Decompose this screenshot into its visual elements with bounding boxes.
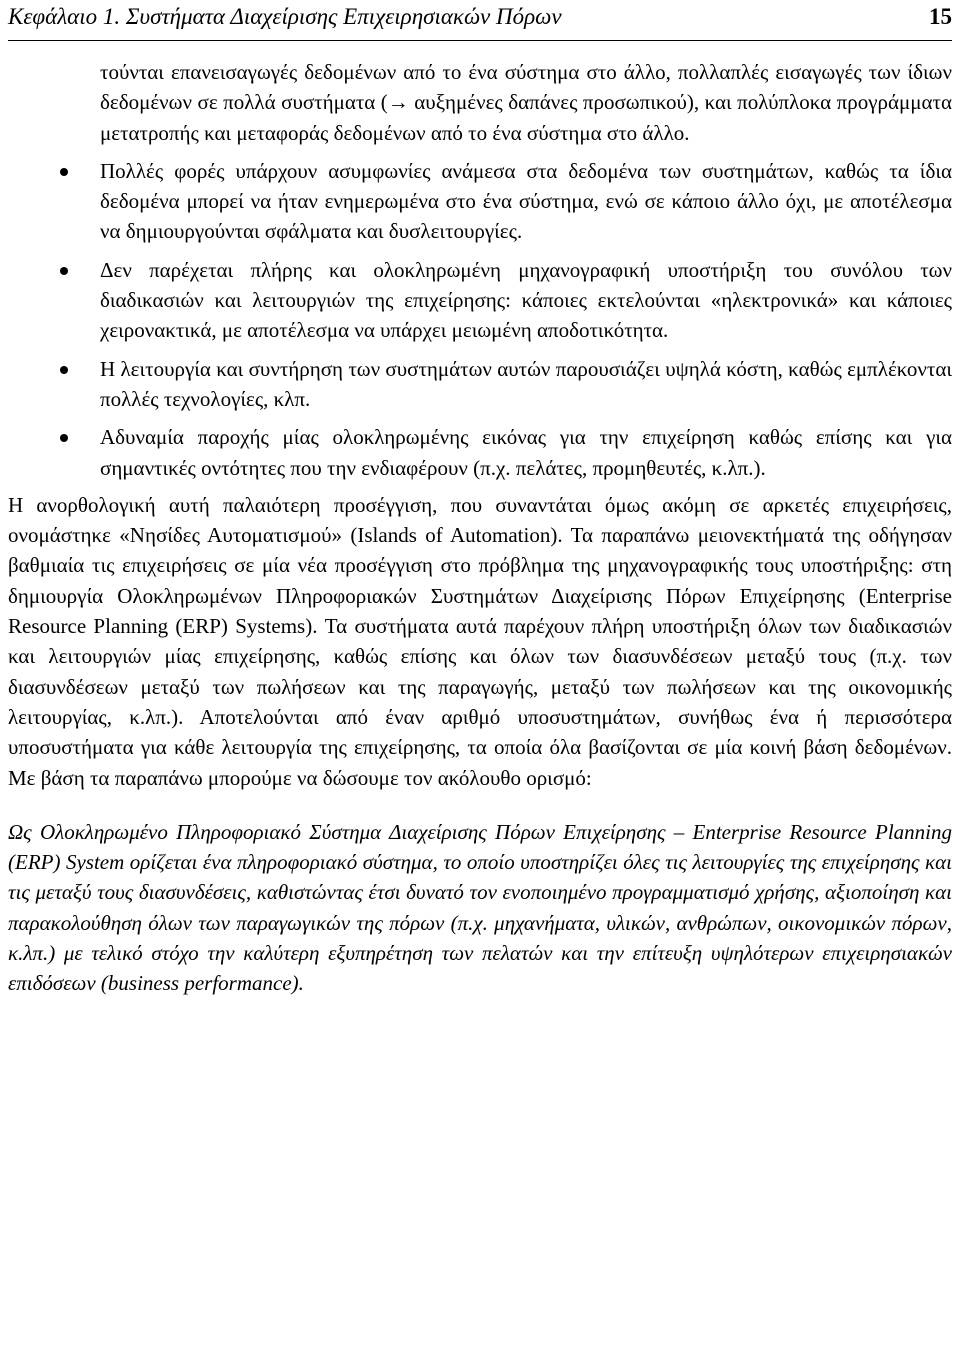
bullet-text: Δεν παρέχεται πλήρης και ολοκληρωμένη μηχανογραφική υποστήριξη του συνόλου των διαδικασιών και λειτουργιών της επιχείρησης: κάποιες εκτελούνται «ηλεκτρονικά» και κάποιες χειρονακτικά, με αποτέλεσμα να υπάρχει μειωμένη αποδοτικότητα.	[100, 257, 952, 343]
bullet-icon	[60, 168, 68, 176]
bullet-text: Αδυναμία παροχής μίας ολοκληρωμένης εικόνας για την επιχείρηση καθώς επίσης και για σημαντικές οντότητες που την ενδιαφέρουν (π.χ. πελάτες, προμηθευτές, κ.λπ.).	[100, 425, 952, 480]
bullet-item	[100, 156, 952, 247]
bullet-item	[100, 255, 952, 346]
document-page	[8, 0, 952, 1369]
page-body	[8, 57, 952, 999]
body-paragraph: Η ανορθολογική αυτή παλαιότερη προσέγγιση, που συναντάται όμως ακόμη σε αρκετές επιχειρήσεις, ονομάστηκε «Νησίδες Αυτοματισμού» (Islands of Automation). Τα παραπάνω μειονεκτήματά της οδήγησαν βαθμιαία τις επιχειρήσεις σε μία νέα προσέγγιση στο πρόβλημα της μηχανογραφικής τους υποστήριξης: στη δημιουργία Ολοκληρωμένων Πληροφοριακών Συστημάτων Διαχείρισης Πόρων Επιχείρησης (Enterprise Resource Planning (ERP) Systems). Τα συστήματα αυτά παρέχουν πλήρη υποστήριξη όλων των διαδικασιών και λειτουργιών μίας επιχείρησης, καθώς επίσης και όλων των διασυνδέσεων μεταξύ τους (π.χ. των διασυνδέσεων μεταξύ των πωλήσεων και της παραγωγής, μεταξύ των πωλήσεων και της οικονομικής λειτουργίας, κ.λπ.). Αποτελούνται από έναν αριθμό υποσυστημάτων, συνήθως ένα ή περισσότερα υποσυστήματα για κάθε λειτουργία της επιχείρησης, τα οποία όλα βασίζονται σε μία κοινή βάση δεδομένων. Με βάση τα παραπάνω μπορούμε να δώσουμε τον ακόλουθο ορισμό:	[8, 492, 952, 790]
chapter-title: Κεφάλαιο 1. Συστήματα Διαχείρισης Επιχειρησιακών Πόρων	[8, 4, 562, 29]
running-header	[8, 0, 952, 41]
continued-bullet-text: τούνται επανεισαγωγές δεδομένων από το ένα σύστημα στο άλλο, πολλαπλές εισαγωγές των ίδιων δεδομένων σε πολλά συστήματα (→ αυξημένες δαπάνες προσωπικού), και πολύπλοκα προγράμματα μετατροπής και μεταφοράς δεδομένων από το ένα σύστημα στο άλλο.	[100, 60, 952, 145]
bullet-icon	[60, 366, 68, 374]
bullet-list	[8, 156, 952, 483]
definition-paragraph: Ως Ολοκληρωμένο Πληροφοριακό Σύστημα Διαχείρισης Πόρων Επιχείρησης – Enterprise Resource Planning (ERP) System ορίζεται ένα πληροφοριακό σύστημα, το οποίο υποστηρίζει όλες τις λειτουργίες της επιχείρησης και τις μεταξύ τους διασυνδέσεις, καθιστώντας έτσι δυνατό τον ενοποιημένο προγραμματισμό χρήσης, αξιοποίηση και παρακολούθηση όλων των παραγωγικών της πόρων (π.χ. μηχανήματα, υλικών, ανθρώπων, οικονομικών πόρων, κ.λπ.) με τελικό στόχο την καλύτερη εξυπηρέτηση των πελατών και την επίτευξη υψηλότερων επιχειρησιακών επιδόσεων (business performance).	[8, 819, 952, 996]
bullet-item	[100, 422, 952, 483]
bullet-text: Πολλές φορές υπάρχουν ασυμφωνίες ανάμεσα στα δεδομένα των συστημάτων, καθώς τα ίδια δεδομένα μπορεί να ήταν ενημερωμένα στο ένα σύστημα, ενώ σε κάποιο άλλο όχι, με αποτέλεσμα να δημιουργούνται σφάλματα και δυσλειτουργίες.	[100, 158, 952, 244]
bullet-icon	[60, 267, 68, 275]
bullet-item	[100, 354, 952, 415]
page-number: 15	[929, 4, 952, 29]
bullet-text: Η λειτουργία και συντήρηση των συστημάτων αυτών παρουσιάζει υψηλά κόστη, καθώς εμπλέκονται πολλές τεχνολογίες, κλπ.	[100, 356, 952, 411]
bullet-icon	[60, 434, 68, 442]
